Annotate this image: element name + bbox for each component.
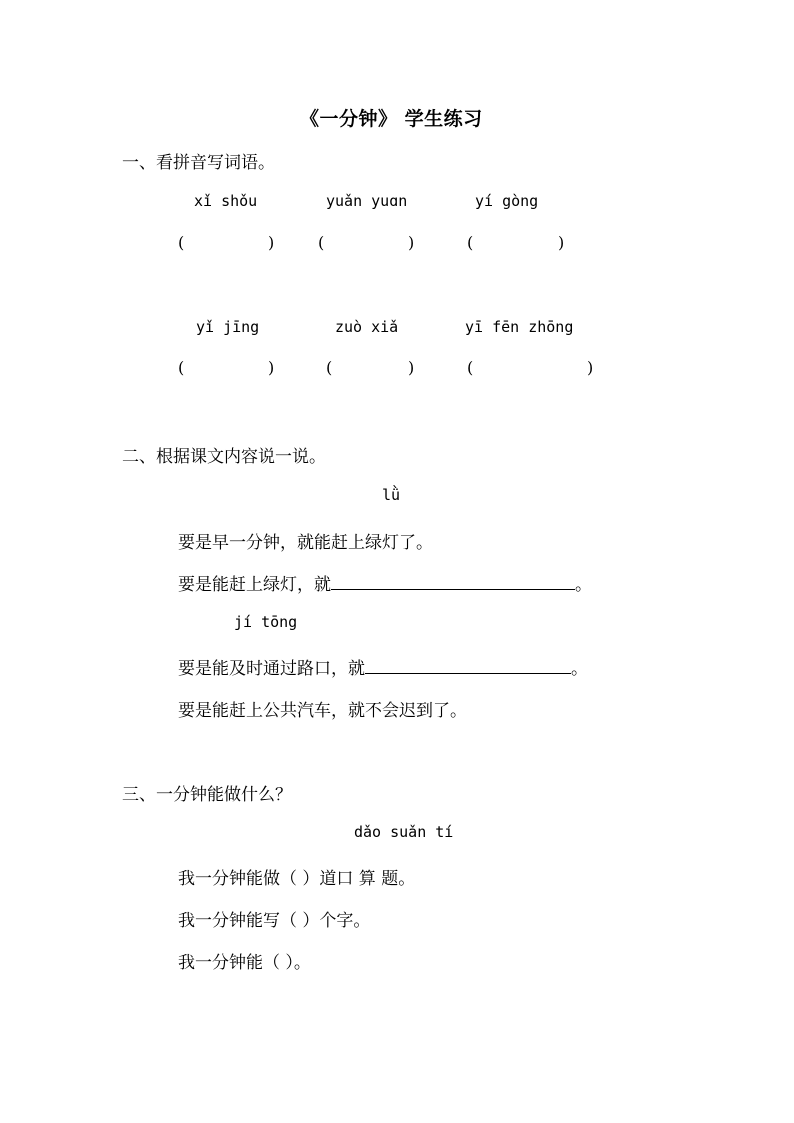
sentence-3 (178, 654, 588, 679)
pinyin-yifenzhong: yī fēn zhōng (465, 318, 574, 336)
paren-open: ( (326, 358, 333, 377)
paren-close: ) (587, 358, 594, 377)
paren-close: ) (268, 233, 275, 252)
pinyin-zuoxia: zuò xiǎ (335, 318, 399, 336)
answer-line-3: 我一分钟能（ ）。 (178, 953, 311, 973)
sentence-2-prefix: 要是能赶上绿灯，就 (178, 575, 331, 595)
sentence-1: 要是早一分钟，就能赶上绿灯了。 (178, 533, 433, 553)
section1-heading: 一、看拼音写词语。 (122, 153, 275, 173)
paren-close: ) (408, 358, 415, 377)
paren-open: ( (467, 358, 474, 377)
paren-close: ) (408, 233, 415, 252)
answer-line-1: 我一分钟能做（ ）道口 算 题。 (178, 869, 416, 889)
sentence-3-suffix: 。 (571, 659, 588, 679)
paren-open: ( (467, 233, 474, 252)
sentence-4: 要是能赶上公共汽车，就不会迟到了。 (178, 701, 467, 721)
page-title: 《一分钟》 学生练习 (300, 108, 483, 130)
fill-blank-line[interactable] (365, 657, 571, 674)
paren-open: ( (318, 233, 325, 252)
paren-open: ( (178, 233, 185, 252)
sentence-3-prefix: 要是能及时通过路口，就 (178, 659, 365, 679)
pinyin-suanti: dǎo suǎn tí (354, 823, 454, 841)
sentence-2 (178, 570, 592, 595)
answer-line-2: 我一分钟能写（ ）个字。 (178, 911, 371, 931)
paren-close: ) (268, 358, 275, 377)
pinyin-yuanyuan: yuǎn yuɑn (326, 192, 408, 210)
sentence-2-suffix: 。 (575, 575, 592, 595)
section2-heading: 二、根据课文内容说一说。 (122, 447, 326, 467)
fill-blank-line[interactable] (331, 573, 575, 590)
pinyin-yigong: yí gòng (475, 192, 539, 210)
section3-heading: 三、一分钟能做什么？ (122, 785, 292, 805)
pinyin-yijing: yǐ jīng (196, 318, 260, 336)
pinyin-jitong: jí tōng (234, 613, 298, 631)
paren-open: ( (178, 358, 185, 377)
paren-close: ) (558, 233, 565, 252)
pinyin-lv: lǜ (382, 486, 401, 504)
pinyin-xishou: xǐ shǒu (194, 192, 258, 210)
